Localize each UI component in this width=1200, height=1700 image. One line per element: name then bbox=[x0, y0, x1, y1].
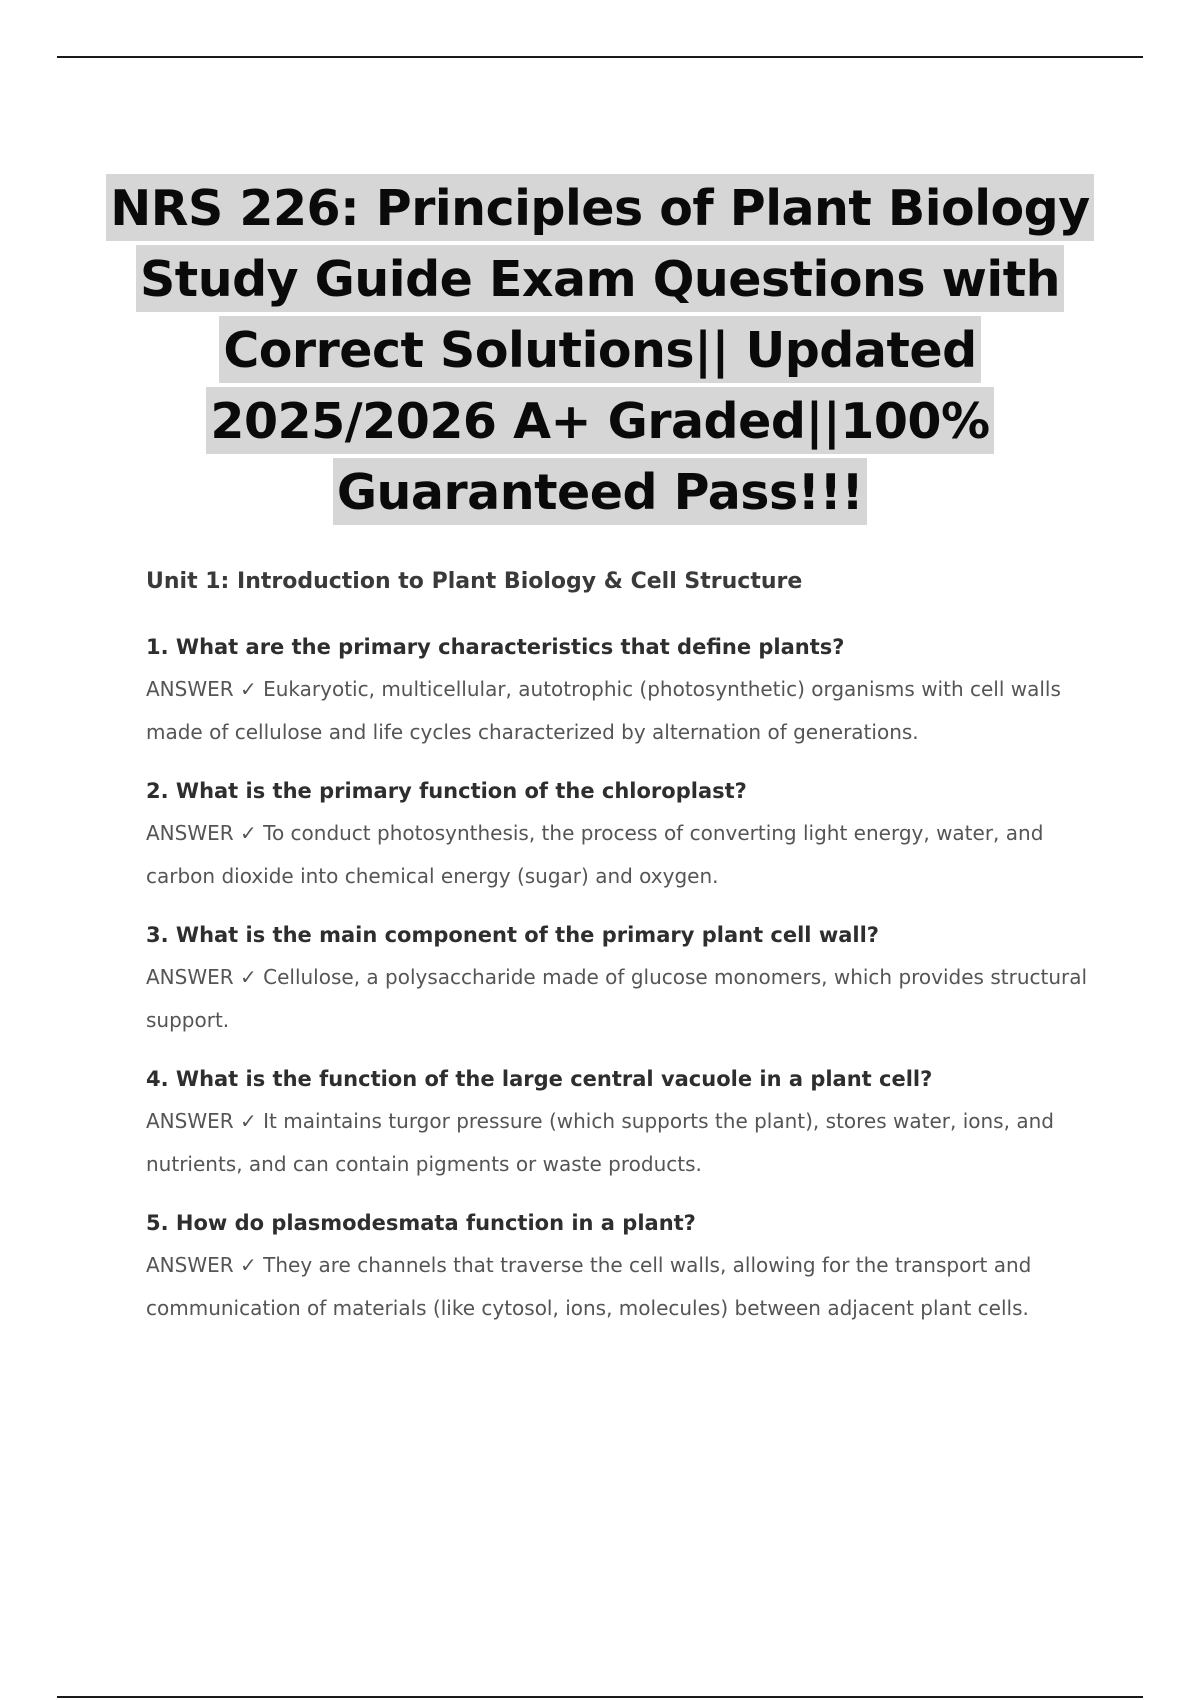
title-line: NRS 226: Principles of Plant Biology bbox=[106, 174, 1093, 241]
question-text: 1. What are the primary characteristics that define plants? bbox=[146, 635, 845, 659]
answer-text: ANSWER ✓ Eukaryotic, multicellular, autotrophic (photosynthetic) organisms with cell walls made of cellulose and life cycles characterized by alternation of generations. bbox=[146, 677, 1061, 744]
qa-item bbox=[146, 919, 1106, 1042]
unit-heading: Unit 1: Introduction to Plant Biology & Cell Structure bbox=[146, 569, 803, 594]
answer-text: ANSWER ✓ It maintains turgor pressure (which supports the plant), stores water, ions, and nutrients, and can contain pigments or waste products. bbox=[146, 1109, 1054, 1176]
title-line: Guaranteed Pass!!! bbox=[333, 458, 867, 525]
title-line: Correct Solutions|| Updated bbox=[219, 316, 980, 383]
qa-item bbox=[146, 631, 1106, 754]
document-body bbox=[146, 566, 1106, 1351]
question-text: 4. What is the function of the large central vacuole in a plant cell? bbox=[146, 1067, 933, 1091]
top-divider bbox=[57, 56, 1143, 58]
question-text: 2. What is the primary function of the chloroplast? bbox=[146, 779, 747, 803]
answer-text: ANSWER ✓ To conduct photosynthesis, the process of converting light energy, water, and carbon dioxide into chemical energy (sugar) and oxygen. bbox=[146, 821, 1044, 888]
question-text: 3. What is the main component of the primary plant cell wall? bbox=[146, 923, 879, 947]
answer-text: ANSWER ✓ Cellulose, a polysaccharide made of glucose monomers, which provides structural support. bbox=[146, 965, 1088, 1032]
qa-item bbox=[146, 1207, 1106, 1330]
bottom-divider bbox=[57, 1696, 1143, 1698]
question-text: 5. How do plasmodesmata function in a plant? bbox=[146, 1211, 696, 1235]
qa-item bbox=[146, 775, 1106, 898]
document-title bbox=[100, 174, 1100, 529]
title-line: Study Guide Exam Questions with bbox=[136, 245, 1064, 312]
answer-text: ANSWER ✓ They are channels that traverse the cell walls, allowing for the transport and communication of materials (like cytosol, ions, molecules) between adjacent plant cells. bbox=[146, 1253, 1032, 1320]
qa-item bbox=[146, 1063, 1106, 1186]
title-line: 2025/2026 A+ Graded||100% bbox=[206, 387, 993, 454]
